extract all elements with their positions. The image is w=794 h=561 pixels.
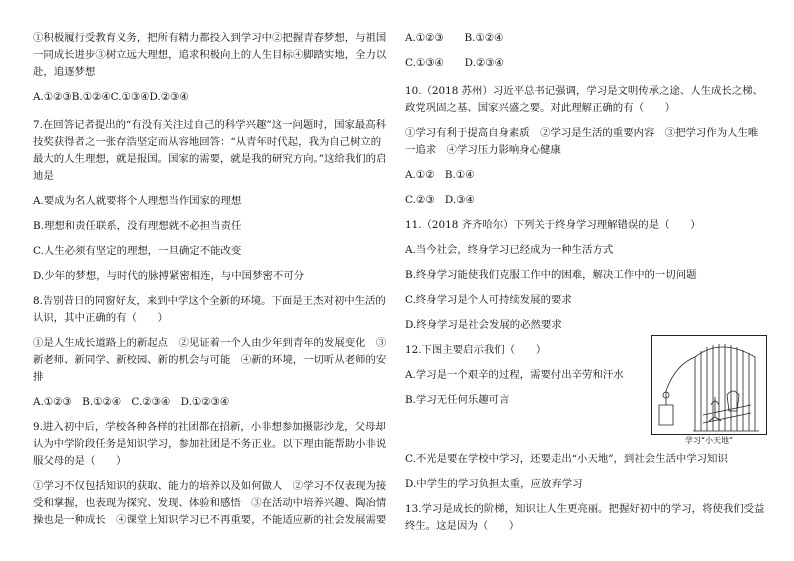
q7-option-b: B.理想和责任联系，没有理想就不必担当责任 [33,220,242,232]
q10-options-row1: A.①② B.①④ [405,169,475,181]
q6-statements: ①积极履行受教育义务，把所有精力都投入到学习中②把握青春梦想，与祖国一同成长进步③树立远大理想，追求积极向上的人生目标④脚踏实地，全力以赴，追逐梦想 [33,32,387,78]
q7-option-a: A.要成为名人就要将个人理想当作国家的理想 [33,195,242,207]
q8-stem: 8.告别昔日的同窗好友，来到中学这个全新的环境。下面是王杰对初中生活的认识，其中正确的有（ ） [33,295,386,324]
q6-options: A.①②③B.①②④C.①③④D.②③④ [33,91,189,103]
q9-options-row2: C.①③④ D.②③④ [405,57,504,69]
q9-options-row1: A.①②③ B.①②④ [405,32,504,44]
q12-option-b: B.学习无任何乐趣可言 [405,394,510,406]
q8-statements: ①是人生成长道路上的新起点 ②见证着一个人由少年到青年的发展变化 ③新老师、新同学、新校园、新的机会与可能 ④新的环境，一切听从老师的安排 [33,337,387,383]
q12-option-d: D.中学生的学习负担太重，应放弃学习 [405,478,583,490]
q7-stem: 7.在回答记者提出的“有没有关注过自己的科学兴趣”这一问题时，国家最高科技奖获得者之一张存浩坚定而从容地回答：“从青年时代起，我为自己树立的最大的人生理想，就是报国。国家的需要，就是我的研究方向。”这给我们的启迪是 [33,119,387,182]
figure-caption: 学习“小天地” [684,436,734,445]
small-world-figure [651,335,767,449]
q11-option-b: B.终身学习能使我们克服工作中的困难，解决工作中的一切问题 [405,269,697,281]
cage-illustration [651,335,767,435]
q12-stem: 12.下图主要启示我们（ ） [405,344,547,356]
q12-option-a: A.学习是一个艰辛的过程，需要付出辛劳和汗水 [405,369,624,381]
q8-options: A.①②③ B.①②④ C.②③④ D.①②③④ [33,396,230,408]
q11-option-a: A.当今社会，终身学习已经成为一种生活方式 [405,244,614,256]
q9-statements: ①学习不仅包括知识的获取、能力的培养以及如何做人 ②学习不仅表现为接受和掌握，也表现为探究、发现、体验和感悟 ③在活动中培养兴趣、陶冶情操也是一种成长 ④课堂上知识学习已不再重要，不能适应新的社会发展需要 [33,480,387,526]
q10-options-row2: C.②③ D.③④ [405,194,475,206]
q11-option-c: C.终身学习是个人可持续发展的要求 [405,294,572,306]
q10-statements: ①学习有利于提高自身素质 ②学习是生活的重要内容 ③把学习作为人生唯一追求 ④学习压力影响身心健康 [405,127,759,156]
q12-option-c: C.不光是要在学校中学习，还要走出“小天地”，到社会生活中学习知识 [405,453,728,465]
q10-stem: 10.（2018 苏州）习近平总书记强调，学习是文明传承之途、人生成长之梯、政党巩固之基、国家兴盛之要。对此理解正确的有（ ） [405,85,763,114]
q11-option-d: D.终身学习是社会发展的必然要求 [405,319,562,331]
right-column [405,30,765,535]
q7-option-d: D.少年的梦想，与时代的脉搏紧密相连，与中国梦密不可分 [33,270,305,282]
q13-stem: 13.学习是成长的阶梯，知识让人生更亮丽。把握好初中的学习，将使我们受益终生。这是因为（ ） [405,503,765,532]
q11-stem: 11.（2018 齐齐哈尔）下列关于终身学习理解错误的是（ ） [405,219,701,231]
q9-stem: 9.进入初中后，学校各种各样的社团都在招新，小非想参加摄影沙龙，父母却认为中学阶段任务是知识学习，参加社团是不务正业。以下理由能帮助小非说服父母的是（ ） [33,421,387,467]
left-column [33,30,391,529]
q7-option-c: C.人生必须有坚定的理想，一旦确定不能改变 [33,245,242,257]
